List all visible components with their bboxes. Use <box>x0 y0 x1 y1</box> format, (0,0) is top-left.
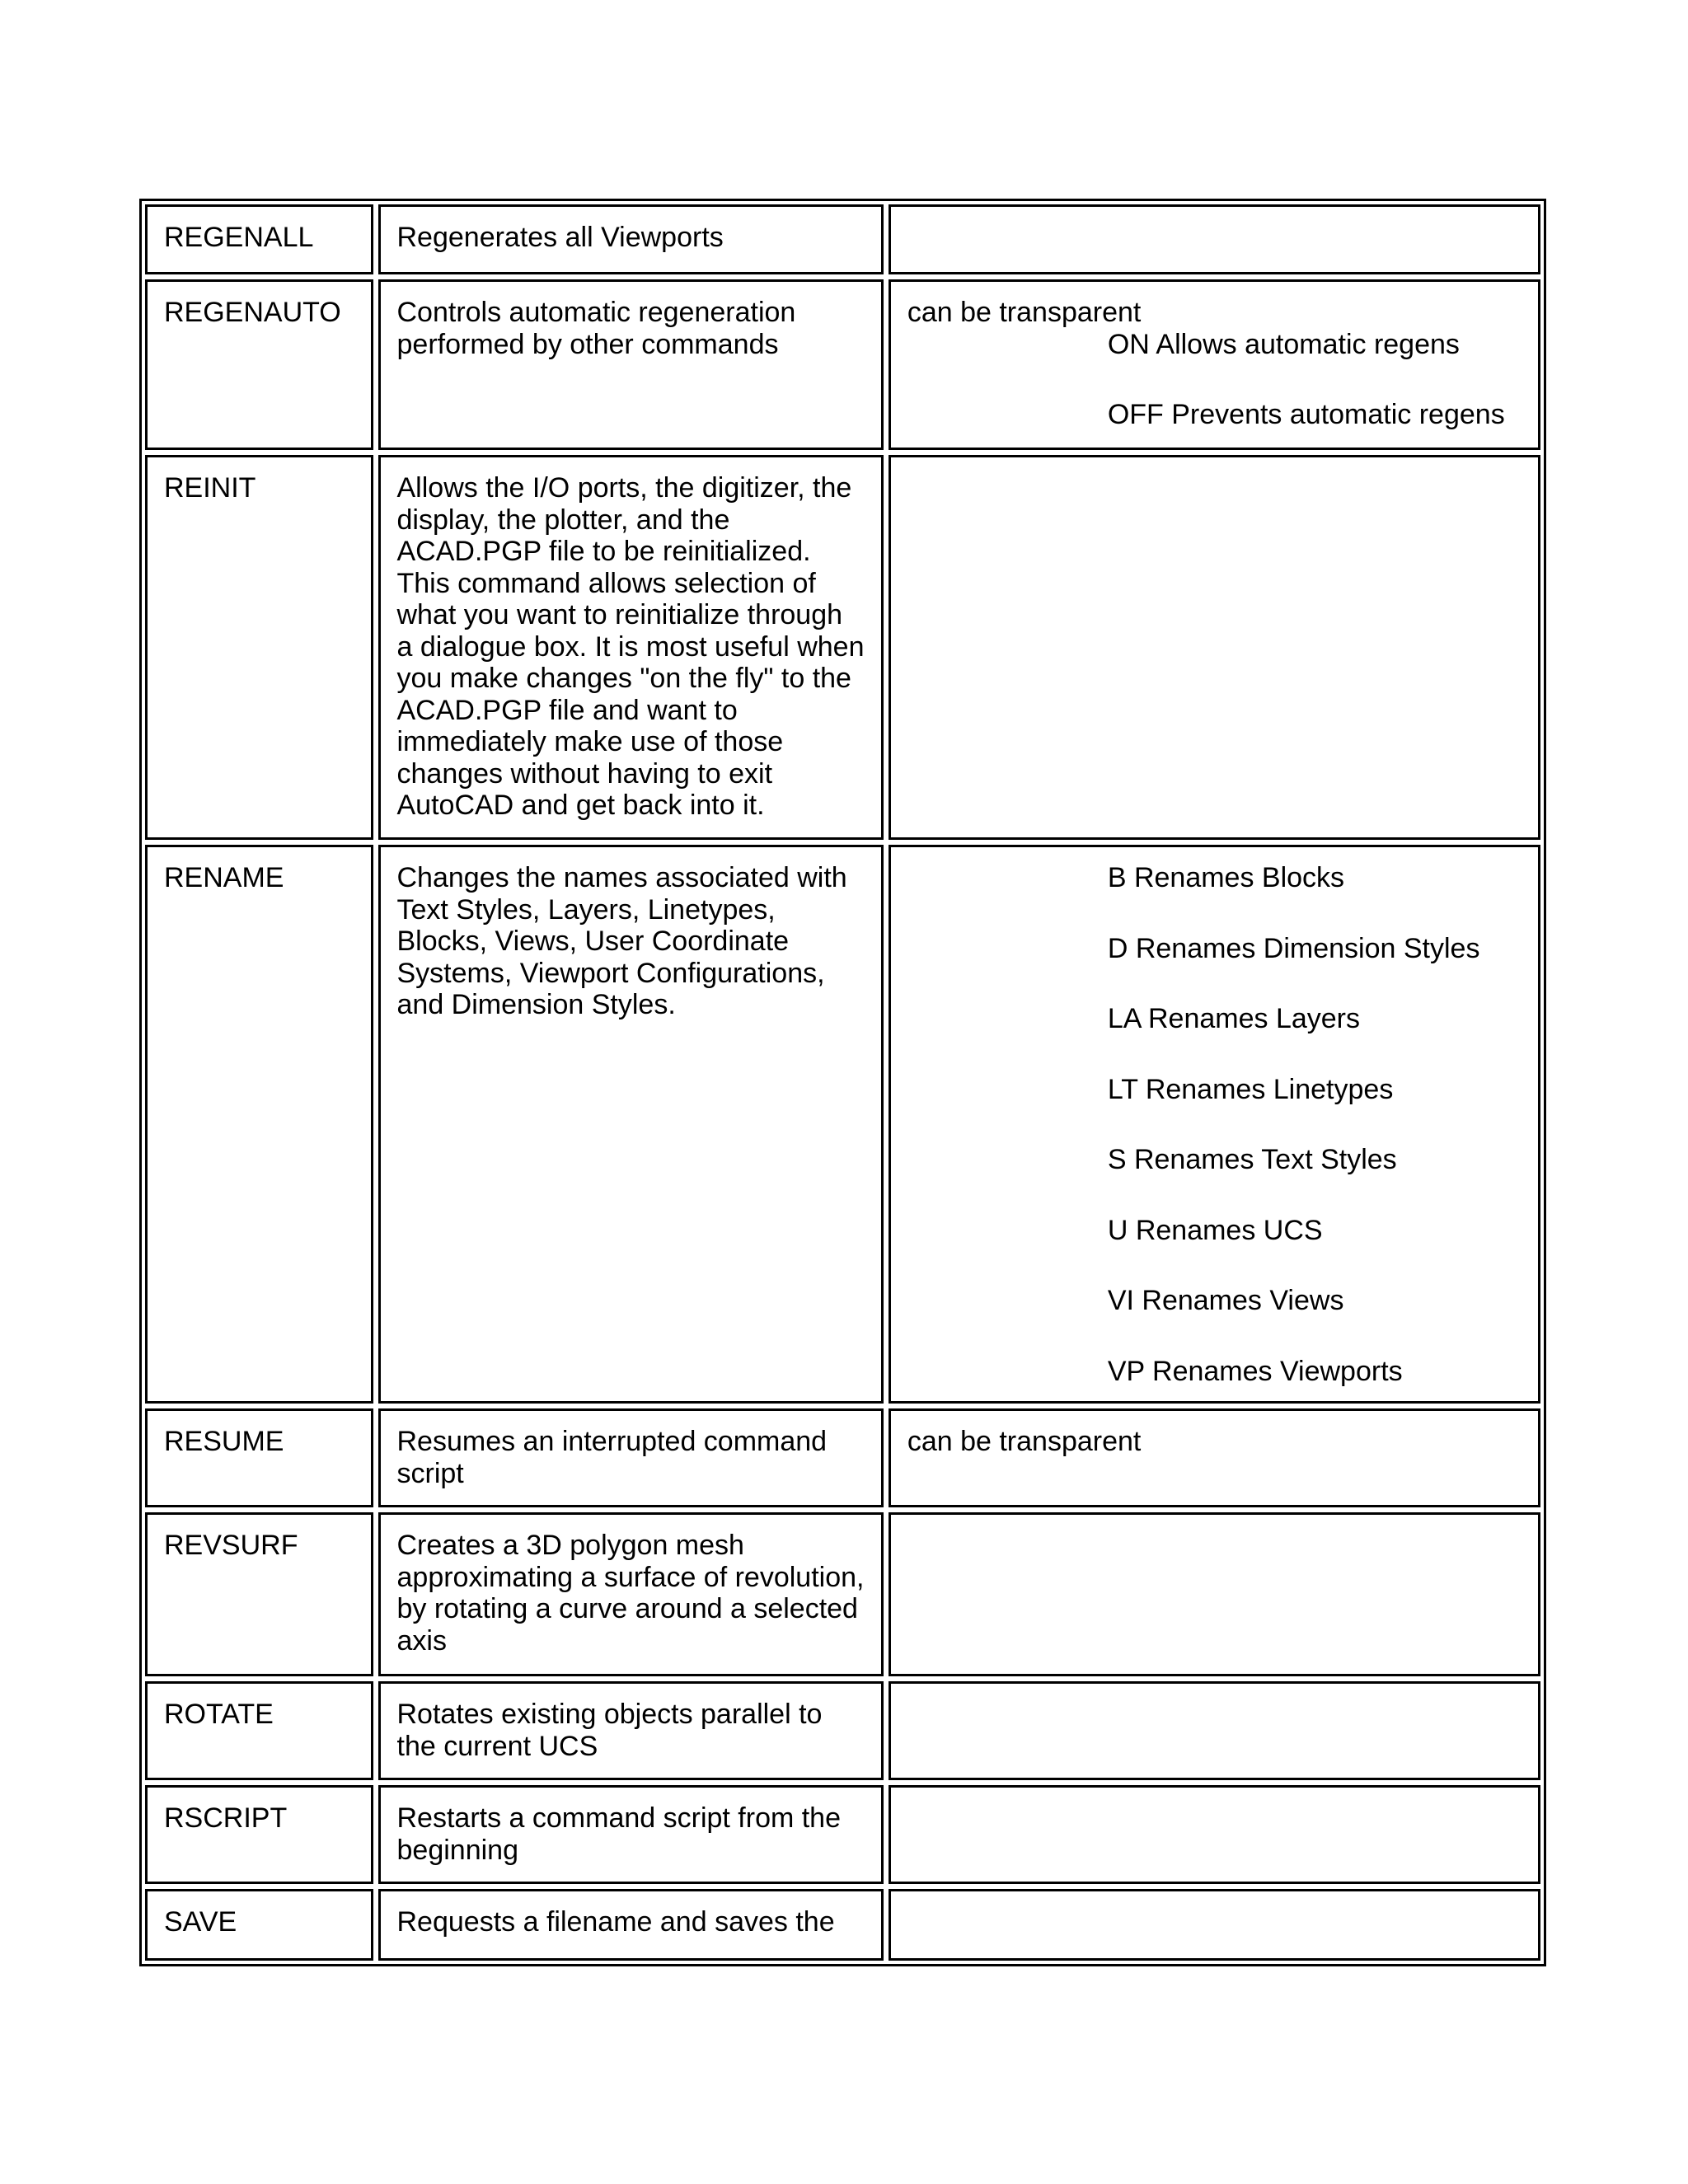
description-cell: Regenerates all Viewports <box>378 204 884 274</box>
description-cell: Resumes an interrupted command script <box>378 1408 884 1507</box>
description-cell: Allows the I/O ports, the digitizer, the display, the plotter, and the ACAD.PGP file to be reinitialized. This command allows selection of what you want to reinitialize through a dialogue box. It is most useful when you make changes "on the fly" to the ACAD.PGP file and want to immediately make use of those changes without having to exit AutoCAD and get back into it. <box>378 455 884 840</box>
notes-cell <box>889 1512 1540 1676</box>
command-cell: REVSURF <box>145 1512 373 1676</box>
transparent-note: can be transparent <box>907 297 1142 328</box>
option-item: LT Renames Linetypes <box>1107 1073 1394 1105</box>
notes-cell <box>889 204 1540 274</box>
command-cell: RENAME <box>145 845 373 1404</box>
description-cell: Requests a filename and saves the <box>378 1889 884 1961</box>
table-row <box>145 204 1540 274</box>
command-cell: RSCRIPT <box>145 1785 373 1884</box>
command-reference-table <box>139 199 1546 1966</box>
command-cell: SAVE <box>145 1889 373 1961</box>
notes-cell <box>889 1681 1540 1780</box>
table-row <box>145 279 1540 450</box>
option-item: VI Renames Views <box>1107 1285 1344 1316</box>
command-cell: RESUME <box>145 1408 373 1507</box>
command-cell: REGENALL <box>145 204 373 274</box>
command-cell: ROTATE <box>145 1681 373 1780</box>
command-cell: REGENAUTO <box>145 279 373 450</box>
table-row <box>145 455 1540 840</box>
table-row <box>145 1785 1540 1884</box>
option-item: U Renames UCS <box>1107 1214 1323 1246</box>
table-row <box>145 845 1540 1404</box>
description-cell: Restarts a command script from the beginning <box>378 1785 884 1884</box>
option-item: S Renames Text Styles <box>1107 1144 1397 1175</box>
notes-cell <box>889 455 1540 840</box>
option-item: OFF Prevents automatic regens <box>1107 399 1505 430</box>
option-item: LA Renames Layers <box>1107 1003 1360 1034</box>
notes-cell <box>889 279 1540 450</box>
description-cell: Rotates existing objects parallel to the current UCS <box>378 1681 884 1780</box>
option-item: ON Allows automatic regens <box>1107 328 1460 360</box>
table-row <box>145 1408 1540 1507</box>
notes-cell <box>889 1785 1540 1884</box>
notes-cell <box>889 1889 1540 1961</box>
option-item: B Renames Blocks <box>1107 862 1345 893</box>
option-item: VP Renames Viewports <box>1107 1355 1403 1387</box>
description-cell: Creates a 3D polygon mesh approximating a surface of revolution, by rotating a curve around a selected axis <box>378 1512 884 1676</box>
option-item: D Renames Dimension Styles <box>1107 932 1480 964</box>
description-cell: Controls automatic regeneration performed by other commands <box>378 279 884 450</box>
table-row <box>145 1681 1540 1780</box>
command-cell: REINIT <box>145 455 373 840</box>
description-cell: Changes the names associated with Text Styles, Layers, Linetypes, Blocks, Views, User Coordinate Systems, Viewport Configurations, and Dimension Styles. <box>378 845 884 1404</box>
notes-cell: can be transparent <box>889 1408 1540 1507</box>
table-row <box>145 1512 1540 1676</box>
notes-cell <box>889 845 1540 1404</box>
table-row <box>145 1889 1540 1961</box>
